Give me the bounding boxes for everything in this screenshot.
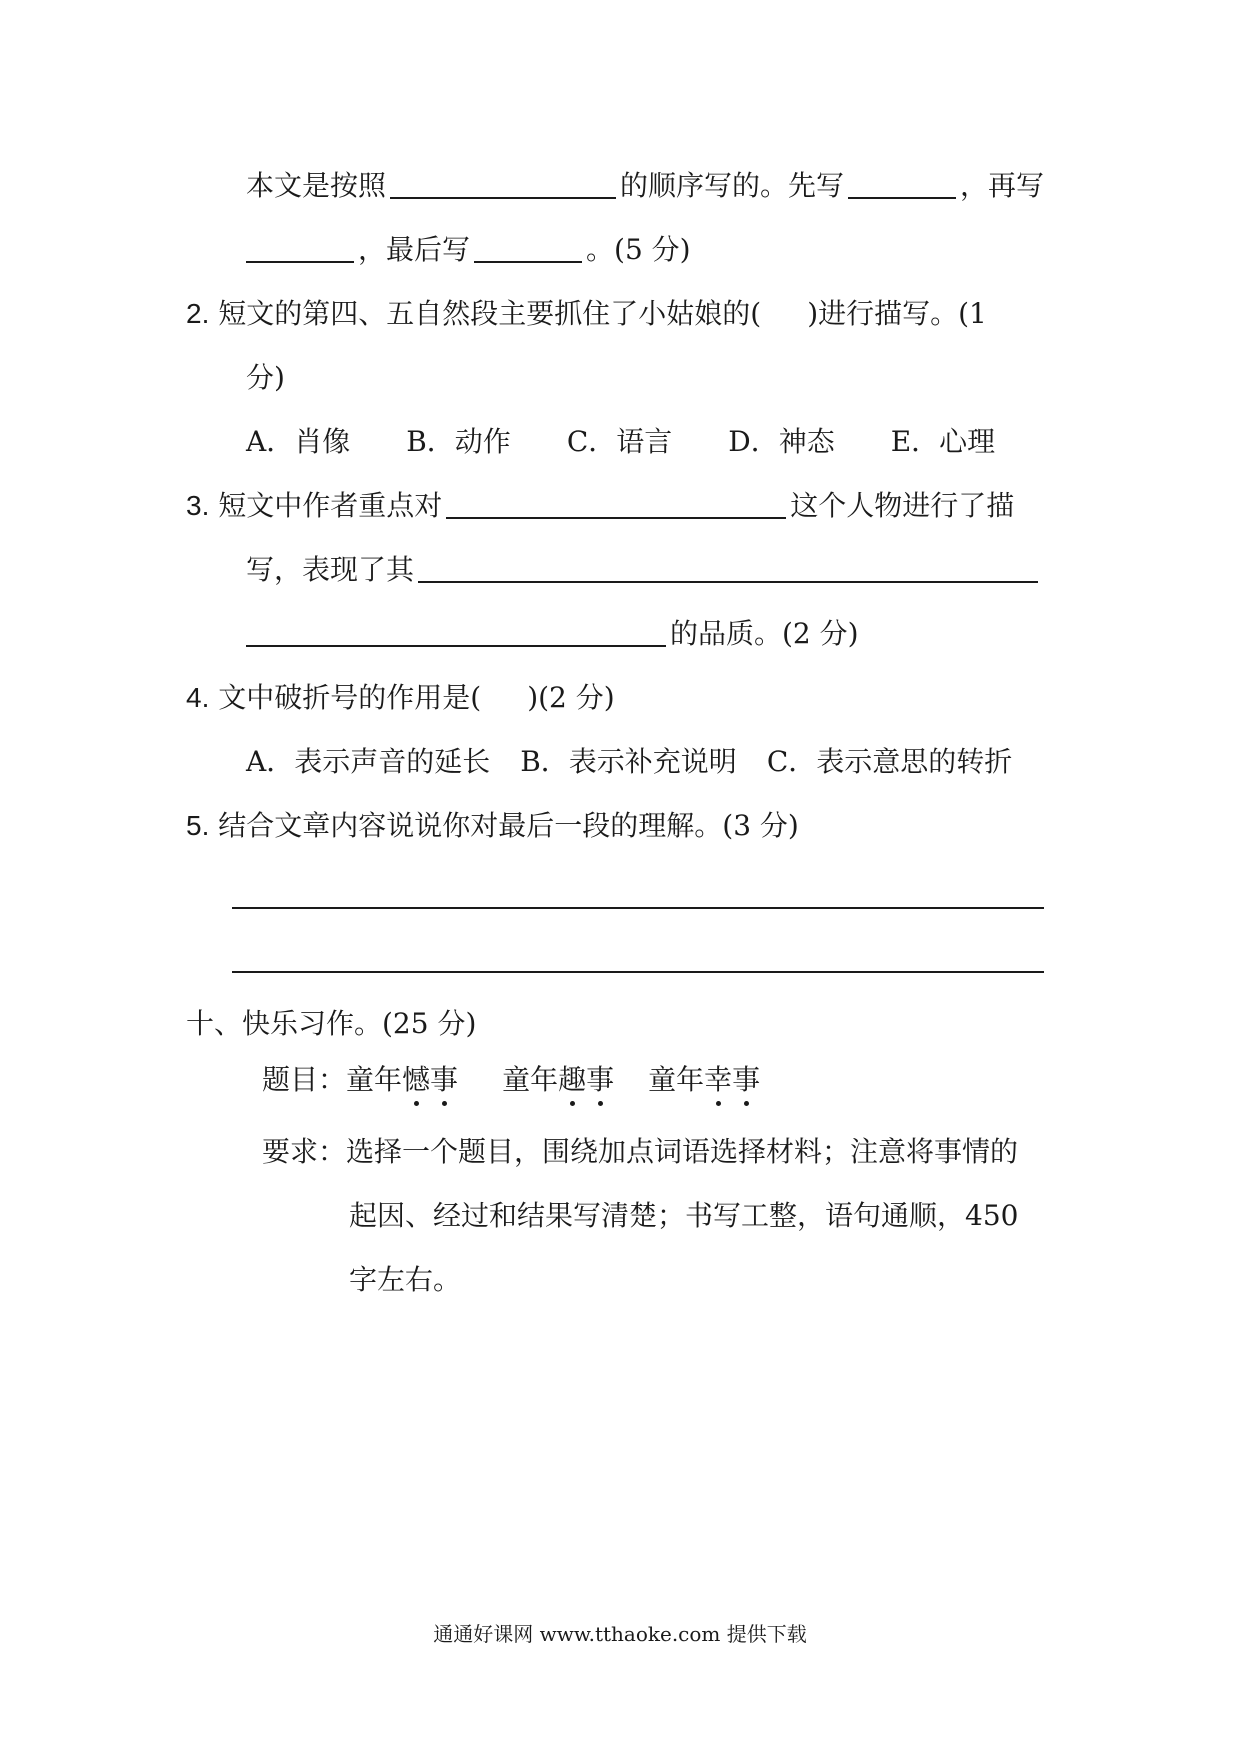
q1-blank-4[interactable] (474, 231, 582, 263)
q5-answer-line-2[interactable] (232, 971, 1044, 973)
requirement-label: 要求： (262, 1135, 347, 1168)
q1-blank-3[interactable] (246, 231, 354, 263)
q3-line1: 3. 短文中作者重点对 这个人物进行了描 (186, 489, 1015, 522)
section10-heading: 十、快乐习作。(25 分) (186, 1007, 477, 1040)
q2-line2: 分) (246, 361, 285, 394)
dotted-char: 趣 (558, 1060, 586, 1100)
q3-blank-1[interactable] (446, 487, 786, 519)
dotted-char: 憾 (402, 1060, 430, 1100)
q3-line2: 写，表现了其 (246, 550, 1042, 590)
dotted-char: 事 (430, 1060, 458, 1100)
q1-blank-1[interactable] (390, 167, 616, 199)
topic-3: 童年幸事 (648, 1060, 760, 1100)
q1-line2: ，最后写 。(5 分) (246, 230, 691, 270)
q5-answer-line-1[interactable] (232, 907, 1044, 909)
section10-topics (262, 1060, 760, 1100)
q4-options (246, 742, 1012, 782)
topic-2: 童年趣事 (502, 1060, 614, 1100)
q4-option-b: B．表示补充说明 (520, 745, 737, 778)
q3-line3: 的品质。(2 分) (246, 614, 859, 654)
q3-blank-2[interactable] (418, 551, 1038, 583)
q4-option-c: C．表示意思的转折 (766, 745, 1013, 778)
q5-line1: 5. 结合文章内容说说你对最后一段的理解。(3 分) (186, 809, 799, 842)
topic-1: 童年憾事 (346, 1060, 458, 1100)
q2-line1: 2. 短文的第四、五自然段主要抓住了小姑娘的( )进行描写。(1 (186, 297, 987, 330)
requirement-line3: 字左右。 (349, 1263, 462, 1296)
q2-option-d: D．神态 (728, 425, 835, 458)
q2-option-a: A．肖像 (246, 425, 351, 458)
q4-line1: 4. 文中破折号的作用是( )(2 分) (186, 681, 615, 714)
q4-option-a: A．表示声音的延长 (246, 745, 491, 778)
topic-label: 题目： (262, 1063, 347, 1096)
requirement-line2: 起因、经过和结果写清楚；书写工整，语句通顺，450 (349, 1199, 1019, 1232)
q2-option-b: B．动作 (406, 425, 511, 458)
dotted-char: 事 (586, 1060, 614, 1100)
q2-options (246, 422, 995, 462)
q2-option-c: C．语言 (566, 425, 673, 458)
requirement-line1: 要求：选择一个题目，围绕加点词语选择材料；注意将事情的 (262, 1135, 1019, 1168)
q3-blank-3[interactable] (246, 615, 666, 647)
dotted-char: 幸 (704, 1060, 732, 1100)
dotted-char: 事 (732, 1060, 760, 1100)
q1-line1: 本文是按照 的顺序写的。先写 ，再写 (246, 169, 1045, 202)
q1-blank-2[interactable] (848, 167, 956, 199)
footer-source: 通通好课网 www.tthaoke.com 提供下载 (433, 1622, 807, 1646)
q2-option-e: E．心理 (890, 425, 996, 458)
